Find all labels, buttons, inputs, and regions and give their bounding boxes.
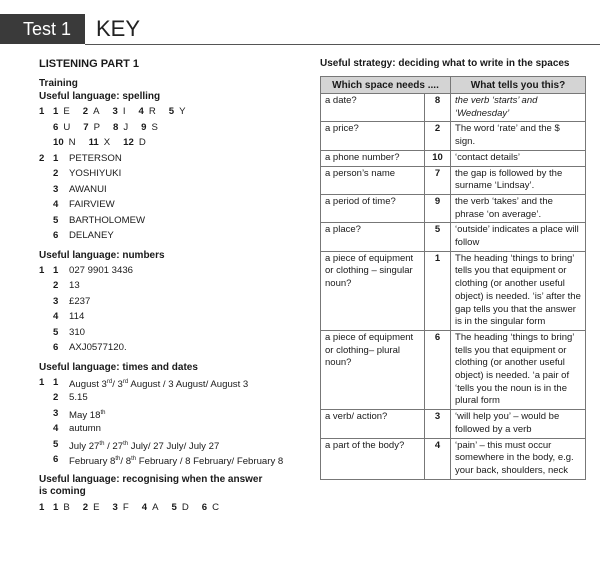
item-answer: PETERSON [69, 152, 122, 164]
answer-row [39, 278, 319, 294]
space-needs-cell: a period of time? [321, 194, 425, 222]
question-number-cell: 9 [425, 194, 451, 222]
item-number: 3 [53, 407, 59, 419]
item-answer: U [63, 121, 71, 133]
item-number: 6 [53, 230, 59, 241]
item-answer: FAIRVIEW [69, 199, 115, 210]
question-number [39, 437, 53, 453]
item-number: 4 [53, 311, 59, 322]
spelling-block [39, 104, 319, 244]
item-number: 2 [82, 501, 89, 513]
answer-row [39, 421, 319, 437]
question-number [39, 182, 53, 198]
item-answer: A [93, 106, 100, 117]
item-number: 4 [138, 106, 144, 117]
item-answer: 027 9901 3436 [69, 264, 134, 276]
item-answer: Y [179, 106, 186, 117]
item-number: 2 [53, 168, 59, 179]
ordinal-suffix: th [131, 456, 137, 462]
question-number-cell: 7 [425, 166, 451, 194]
item-answer: 114 [69, 311, 85, 322]
item-number: 3 [53, 295, 59, 307]
numbers-list [39, 263, 319, 356]
item-number: 6 [201, 501, 208, 513]
item-answer: May 18th [69, 409, 106, 421]
question-number: 2 [39, 152, 45, 164]
table-row [321, 330, 586, 409]
answer-row [39, 390, 319, 406]
item-number: 6 [53, 454, 59, 465]
dates-heading: Useful language: times and dates [39, 361, 198, 373]
question-number-cell: 4 [425, 438, 451, 479]
question-number [39, 213, 53, 229]
item-number: 1 [53, 376, 59, 388]
ordinal-suffix: th [99, 440, 105, 447]
question-number: 1 [39, 501, 45, 513]
item-answer: 13 [69, 280, 80, 291]
tells-you-cell: ‘outside’ indicates a place will follow [451, 223, 586, 251]
space-needs-cell: a piece of equipment or clothing– plural noun? [321, 330, 425, 409]
item-number: 8 [113, 121, 119, 133]
item-answer: S [151, 121, 158, 133]
item-answer: C [212, 501, 220, 513]
question-number-cell: 6 [425, 330, 451, 409]
item-number: 1 [53, 152, 59, 164]
tells-you-cell: The word ‘rate’ and the $ sign. [451, 122, 586, 150]
item-answer: July 27th / 27th July/ 27 July/ July 27 [69, 440, 220, 452]
item-number: 1 [53, 264, 59, 276]
item-answer: AXJ0577120. [69, 342, 127, 353]
space-needs-cell: a price? [321, 122, 425, 150]
question-number [39, 406, 53, 422]
table-row [321, 194, 586, 222]
item-number: 7 [83, 121, 89, 133]
numbers-heading: Useful language: numbers [39, 249, 165, 261]
recognising-heading-line2: is coming [39, 485, 86, 497]
col-header-tells: What tells you this? [451, 77, 586, 94]
ordinal-suffix: rd [106, 378, 113, 385]
table-header-row [321, 77, 586, 94]
training-heading: Training [39, 78, 78, 89]
space-needs-cell: a date? [321, 94, 425, 122]
item-answer: E [63, 106, 70, 117]
question-number [39, 166, 53, 182]
item-number: 2 [53, 280, 59, 291]
item-answer: 310 [69, 326, 86, 338]
item-answer: autumn [69, 423, 101, 434]
item-answer: August 3rd/ 3rd August / 3 August/ August 3 [69, 378, 249, 390]
recognising-heading [39, 474, 319, 498]
item-answer: February 8th/ 8th February / 8 February/ February 8 [69, 456, 284, 468]
answer-row [39, 294, 319, 310]
item-answer: 5.15 [69, 392, 88, 403]
space-needs-cell: a phone number? [321, 150, 425, 166]
question-number [39, 452, 53, 468]
space-needs-cell: a piece of equipment or clothing – singular noun? [321, 251, 425, 330]
answer-row [39, 437, 319, 453]
answer-row [39, 263, 319, 279]
table-row [321, 166, 586, 194]
item-answer: £237 [69, 295, 91, 307]
item-number: 2 [82, 106, 89, 117]
tells-you-cell: the verb ‘starts’ and ‘Wednesday’ [451, 94, 586, 122]
question-number [39, 325, 53, 341]
answer-row [39, 213, 319, 229]
item-answer: A [152, 501, 159, 513]
question-number-cell: 5 [425, 223, 451, 251]
tells-you-cell: ‘will help you’ – would be followed by a verb [451, 410, 586, 438]
space-needs-cell: a verb/ action? [321, 410, 425, 438]
question-number-cell: 10 [425, 150, 451, 166]
question-number-cell: 2 [425, 122, 451, 150]
item-number: 4 [141, 501, 148, 513]
question-number-cell: 8 [425, 94, 451, 122]
item-number: 3 [112, 106, 118, 117]
item-answer: I [122, 106, 126, 117]
item-number: 4 [53, 199, 59, 210]
item-answer: N [68, 137, 76, 148]
question-number [39, 228, 53, 244]
item-answer: BARTHOLOMEW [69, 214, 146, 226]
question-number [39, 340, 53, 356]
answer-row [39, 452, 319, 468]
answer-row [39, 340, 319, 356]
item-answer: D [181, 501, 189, 513]
item-answer: X [103, 137, 111, 148]
table-row [321, 223, 586, 251]
space-needs-cell: a place? [321, 223, 425, 251]
tells-you-cell: ‘pain’ – this must occur somewhere in the body, e.g. your back, shoulders, neck [451, 438, 586, 479]
test-tab: Test 1 [0, 14, 85, 44]
item-number: 1 [53, 501, 59, 513]
question-number [39, 294, 53, 310]
item-number: 9 [141, 121, 147, 133]
answer-row [39, 166, 319, 182]
spelling-heading: Useful language: spelling [39, 91, 161, 102]
spelling-line-2 [39, 120, 319, 136]
item-answer: B [63, 501, 70, 513]
item-number: 10 [53, 137, 64, 148]
table-row [321, 410, 586, 438]
table-row [321, 438, 586, 479]
table-row [321, 150, 586, 166]
item-number: 3 [53, 183, 59, 195]
answer-row [39, 228, 319, 244]
tells-you-cell: ‘contact details’ [451, 150, 586, 166]
question-number: 1 [39, 376, 45, 388]
tells-you-cell: The heading ‘things to bring’ tells you that equipment or clothing (or another useful object) is needed. ‘a pair of ‘tells you the noun is in the plural form [451, 330, 586, 409]
item-number: 5 [168, 106, 175, 117]
item-number: 5 [171, 501, 177, 513]
item-answer: D [138, 137, 146, 148]
question-number [39, 390, 53, 406]
answer-row [39, 375, 319, 391]
item-number: 5 [53, 326, 59, 338]
dates-list [39, 375, 319, 468]
tells-you-cell: the verb ‘takes’ and the phrase ‘on average’. [451, 194, 586, 222]
item-number: 3 [112, 501, 118, 513]
table-row [321, 122, 586, 150]
answer-row [39, 151, 319, 167]
answer-row [39, 406, 319, 422]
ordinal-suffix: rd [122, 378, 129, 385]
question-number: 1 [39, 106, 45, 117]
tells-you-cell: the gap is followed by the surname ‘Lindsay’. [451, 166, 586, 194]
tells-you-cell: The heading ‘things to bring’ tells you that equipment or clothing (or another useful object) is needed. ‘is’ after the gap tells you that the answer is in the singular form [451, 251, 586, 330]
left-column [39, 58, 319, 515]
item-answer: DELANEY [69, 230, 114, 241]
strategy-table [320, 76, 586, 480]
right-column [320, 58, 585, 480]
item-number: 12 [123, 137, 134, 148]
item-answer: F [122, 501, 129, 513]
spelling-line-3 [39, 135, 319, 151]
item-number: 11 [88, 137, 99, 148]
question-number-cell: 3 [425, 410, 451, 438]
space-needs-cell: a person’s name [321, 166, 425, 194]
item-answer: YOSHIYUKI [69, 168, 122, 179]
ordinal-suffix: th [100, 409, 106, 416]
key-title: KEY [96, 16, 141, 41]
answer-row [39, 309, 319, 325]
item-number: 1 [53, 106, 59, 117]
item-number: 5 [53, 214, 59, 226]
item-answer: P [93, 121, 101, 133]
question-number [39, 197, 53, 213]
section-title: LISTENING PART 1 [39, 58, 140, 70]
item-answer: R [148, 106, 156, 117]
ordinal-suffix: th [115, 456, 121, 462]
item-answer: AWANUI [69, 183, 107, 195]
strategy-heading: Useful strategy: deciding what to write in the spaces [320, 58, 570, 69]
ordinal-suffix: th [123, 440, 129, 447]
answer-row [39, 325, 319, 341]
question-number [39, 421, 53, 437]
col-header-space: Which space needs .... [321, 77, 451, 94]
spelling-line-1 [39, 104, 319, 120]
recognising-heading-line1: Useful language: recognising when the answer [39, 473, 263, 485]
item-number: 6 [53, 121, 59, 133]
space-needs-cell: a part of the body? [321, 438, 425, 479]
question-number [39, 278, 53, 294]
answer-row [39, 182, 319, 198]
item-number: 2 [53, 392, 59, 403]
item-answer: E [93, 501, 100, 513]
item-number: 4 [53, 423, 59, 434]
question-number-cell: 1 [425, 251, 451, 330]
table-row [321, 94, 586, 122]
table-row [321, 251, 586, 330]
recognising-answers [39, 500, 319, 516]
item-number: 6 [53, 342, 59, 353]
answer-row [39, 197, 319, 213]
item-number: 5 [53, 438, 59, 450]
header-rule [85, 44, 600, 45]
question-number: 1 [39, 264, 45, 276]
question-number [39, 309, 53, 325]
item-answer: J [123, 121, 129, 133]
